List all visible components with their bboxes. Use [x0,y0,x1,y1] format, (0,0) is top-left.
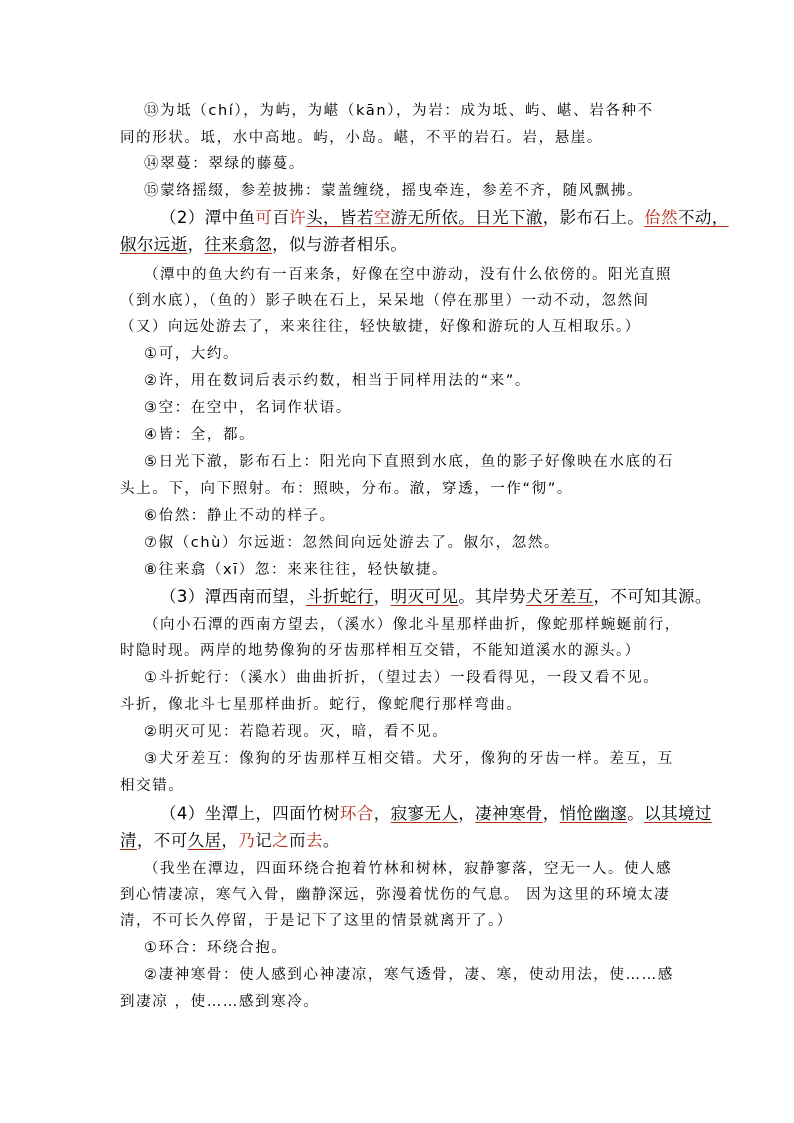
text-line: ⑦俶（chù）尔远逝：忽然间向远处游去了。俶尔，忽然。 [144,535,561,551]
text-line: ②凄神寒骨：使人感到心神凄凉，寒气透骨，凄、寒，使动用法，使……感 [144,967,674,983]
annotation-paragraph [120,530,680,557]
text-line: 时隐时现。两岸的地势像狗的牙齿那样相互交错，不能知道溪水的源头。） [120,643,641,659]
text-segment: 可 [255,208,273,227]
annotation-paragraph [120,98,680,151]
text-segment: ， [221,831,239,850]
translation-paragraph [120,856,680,934]
annotation-paragraph [120,557,680,584]
annotation-paragraph [120,962,680,1015]
text-segment: （4）坐潭上，四面竹树 [160,804,340,823]
text-segment: 记 [255,831,273,850]
text-line: 头上。下，向下照射。布：照映，分布。澈，穿透，一作“彻”。 [120,480,573,497]
text-line: ④皆：全，都。 [144,427,256,443]
text-segment: 许 [289,208,307,227]
text-segment: 清 [120,831,137,850]
text-line [120,827,680,854]
text-line: 到凄凉 ，使……感到寒冷。 [120,993,320,1010]
text-line: （到水底），（鱼的）影子映在石上，呆呆地（停在那里）一动不动，忽然间 [120,293,650,309]
text-segment: 。 [627,804,645,823]
annotation-paragraph [120,935,680,962]
text-line: 相交错。 [120,777,185,794]
annotation-paragraph [120,746,680,799]
text-segment: ， [373,587,391,606]
text-line: ⑮蒙络摇缀，参差披拂：蒙盖缠绕，摇曳牵连，参差不齐，随风飘拂。 [144,183,644,199]
text-segment: 犬牙差互 [525,587,594,606]
text-segment: ，影布石上。 [542,208,645,227]
annotation-paragraph [120,719,680,746]
annotation-paragraph [120,151,680,178]
text-segment: 百 [272,208,290,227]
original-text-paragraph [120,583,712,610]
text-line: ⑬为坻（chí），为屿，为嵁（kān），为岩：成为坻、屿、嵁、岩各种不 [144,103,654,119]
text-segment: 斗折蛇行 [306,587,374,606]
annotation-paragraph [120,178,680,205]
annotation-paragraph [120,341,680,368]
text-segment: 而 [289,831,306,850]
text-segment: 悄怆幽邃 [559,804,628,823]
text-segment: 游无所依。日光下澈 [390,208,543,227]
original-text-paragraph [120,204,729,258]
text-segment: ， [458,804,476,823]
text-segment: 久居 [187,831,222,850]
text-line: ⑭翠蔓：翠绿的藤蔓。 [144,156,305,172]
text-line: 清，不可长久停留，于是记下了这里的情景就离开了。） [120,913,513,929]
text-segment: ，不可知其源。 [593,587,712,606]
translation-paragraph [120,262,680,340]
text-segment: （3）潭西南而望， [160,587,307,606]
original-text-paragraph [120,800,712,854]
annotation-paragraph [120,368,680,395]
annotation-paragraph [120,665,680,718]
text-line: ③空：在空中，名词作状语。 [144,400,352,416]
text-line: ②明灭可见：若隐若现。灭，暗，看不见。 [144,724,449,740]
text-segment: 去 [305,831,323,850]
text-segment: 环合 [339,804,374,823]
text-segment: 凄神寒骨 [475,804,543,823]
text-line: （又）向远处游去了，来来往往，轻快敏捷，好像和游玩的人互相取乐。） [120,319,641,335]
annotation-paragraph [120,503,680,530]
text-line: ②许，用在数词后表示约数，相当于同样用法的“来”。 [144,373,532,389]
text-segment: 之 [272,831,290,850]
text-line: ⑤日光下澈，影布石上：阳光向下直照到水底，鱼的影子好像映在水底的石 [144,454,674,470]
annotation-paragraph [120,449,680,502]
text-segment: ，不可 [136,831,188,850]
text-segment: 佁然 [644,208,678,227]
text-segment: ， [187,235,205,254]
text-segment: ，似与游者相乐。 [272,235,408,254]
text-segment: ，皆若 [323,208,374,227]
text-line: （我坐在潭边，四面环绕合抱着竹林和树林，寂静寥落，空无一人。使人感 [144,861,672,877]
annotation-paragraph [120,422,680,449]
text-line [120,800,712,827]
text-segment: 乃 [238,831,256,850]
text-line: ①斗折蛇行：（溪水）曲曲折折，（望过去）一段看得见，一段又看不见。 [144,670,660,686]
text-line: 同的形状。坻，水中高地。屿，小岛。嵁，不平的岩石。岩，悬崖。 [120,129,603,146]
text-line: （潭中的鱼大约有一百来条，好像在空中游动，没有什么依傍的。阳光直照 [144,267,672,283]
text-line [120,583,712,610]
text-segment: 寂寥无人 [390,804,459,823]
text-line: ①可，大约。 [144,346,240,362]
text-segment: ， [373,804,391,823]
text-line: 到心情凄凉，寒气入骨，幽静深远，弥漫着忧伤的气息。 因为这里的环境太凄 [120,887,671,903]
text-segment: 。其岸势 [458,587,526,606]
text-line: 斗折，像北斗七星那样曲折。蛇行，像蛇爬行那样弯曲。 [120,696,523,713]
text-segment: 空 [373,208,391,227]
text-segment: 往来翕忽 [204,235,273,254]
text-segment: 头 [306,208,324,227]
text-segment: 俶尔远逝 [120,235,188,254]
text-line: ⑧往来翕（xī）忽：来来往往，轻快敏捷。 [144,562,449,578]
text-segment: 。 [322,831,340,850]
text-line: ③犬牙差互：像狗的牙齿那样互相交错。犬牙，像狗的牙齿一样。差互，互 [144,751,674,767]
text-segment: 以其境过 [644,804,712,823]
translation-paragraph [120,612,680,664]
text-line [120,231,680,258]
annotation-paragraph [120,395,680,422]
text-segment: （2）潭中鱼 [160,208,256,227]
text-line [120,204,729,231]
text-segment: 不动， [677,208,729,227]
text-line: ①环合：环绕合抱。 [144,940,288,956]
text-segment: 明灭可见 [390,587,459,606]
text-segment: ， [542,804,560,823]
text-line: ⑥佁然：静止不动的样子。 [144,508,336,524]
text-line: （向小石潭的西南方望去，（溪水）像北斗星那样曲折，像蛇那样蜿蜒前行， [144,617,681,633]
